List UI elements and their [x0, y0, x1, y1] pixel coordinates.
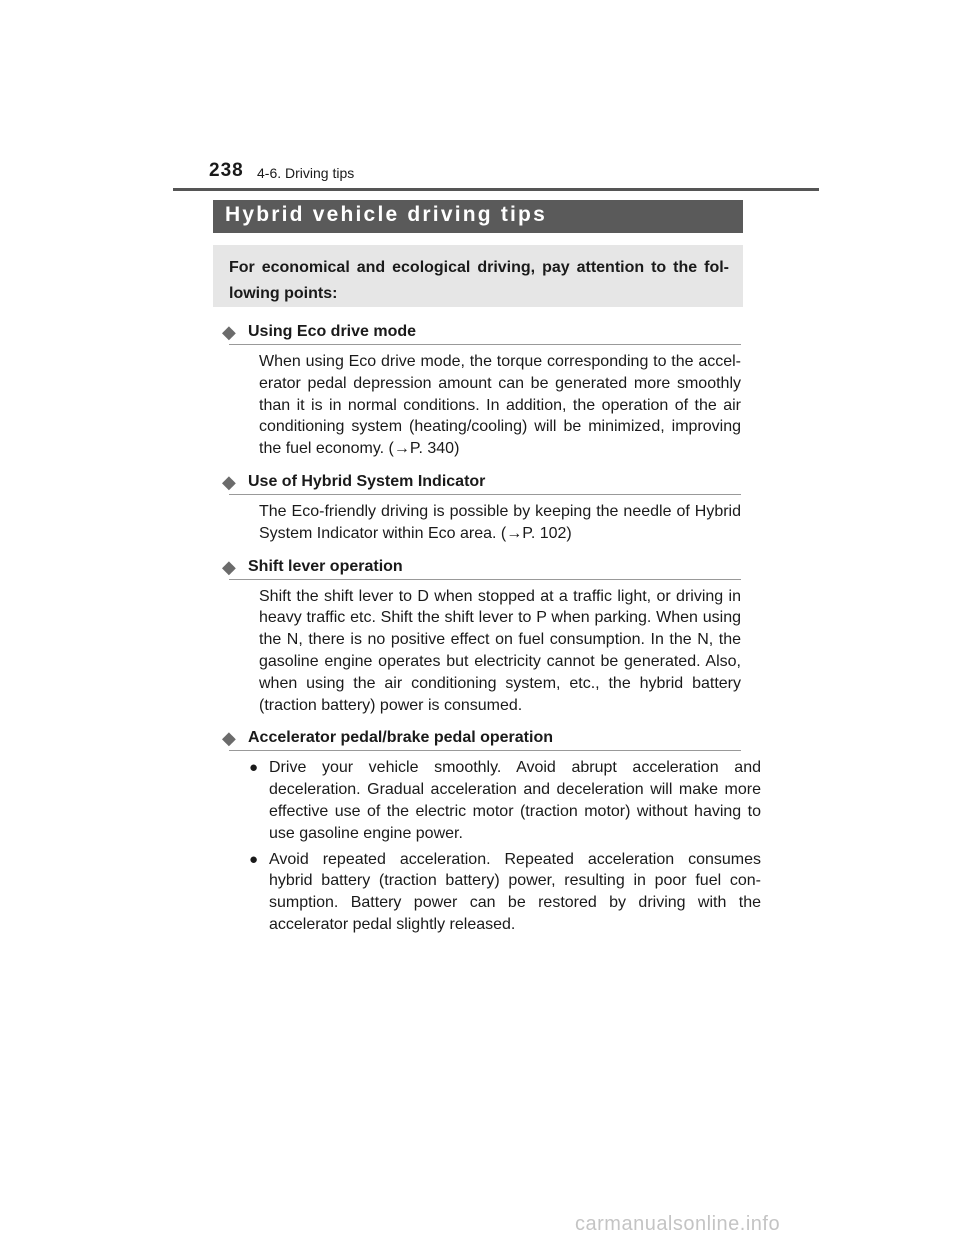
bullet-text: Avoid repeated acceleration. Repeated acceleration consumes hybrid battery (traction battery) power, resulting in poor fuel con-sumption. Battery power can be restored by driving with the accelerator pedal slightly released.: [269, 850, 761, 933]
diamond-icon: ◆: [222, 556, 236, 577]
bullet-icon: ●: [249, 850, 259, 868]
content: [222, 320, 761, 940]
bullet-icon: ●: [249, 759, 259, 777]
bullet-item: [249, 849, 761, 936]
section-heading: [222, 726, 741, 751]
bullet-item: [249, 757, 761, 844]
section-text: Shift the shift lever to D when stopped at a traffic light, or driving in heavy traffic etc. Shift the shift lever to P when parking. When using the N, there is no positive effect on fuel consumption. In the N, the gasoline engine operates but electricity cannot be generated. Also, when using the air conditioning system, etc., the hybrid battery (traction battery) power is consumed.: [259, 587, 741, 714]
diamond-icon: ◆: [222, 471, 236, 492]
heading-text: Use of Hybrid System Indicator: [248, 472, 486, 490]
page-number: 238: [209, 160, 244, 181]
page-title: Hybrid vehicle driving tips: [225, 203, 547, 226]
section-heading: [222, 470, 741, 495]
section-text: When using Eco drive mode, the torque corresponding to the accel-erator pedal depression amount can be generated more smoothly than it is in normal conditions. In addition, the operation of the air conditioning system (heating/cooling) will be minimized, improving the fuel economy. (→P. 340): [259, 353, 741, 458]
diamond-icon: ◆: [222, 728, 236, 749]
section-heading: [222, 320, 741, 345]
intro-box: [213, 245, 743, 307]
title-bar: [213, 200, 743, 233]
section-heading: [222, 555, 741, 580]
page-header: [173, 158, 819, 191]
heading-text: Using Eco drive mode: [248, 323, 417, 340]
bullet-text: Drive your vehicle smoothly. Avoid abrupt acceleration and deceleration. Gradual acceleration and deceleration will make more effective use of the electric motor (traction motor) without having to use gasoline engine power.: [269, 759, 761, 842]
watermark: carmanualsonline.info: [575, 1213, 781, 1235]
intro-text: For economical and ecological driving, pay attention to the fol-lowing points:: [229, 259, 729, 302]
diamond-icon: ◆: [222, 322, 236, 342]
heading-text: Accelerator pedal/brake pedal operation: [248, 729, 553, 747]
heading-text: Shift lever operation: [248, 557, 403, 575]
section-breadcrumb: 4-6. Driving tips: [257, 165, 355, 181]
section-text: The Eco-friendly driving is possible by keeping the needle of Hybrid System Indicator within Eco area. (→P. 102): [259, 502, 741, 542]
